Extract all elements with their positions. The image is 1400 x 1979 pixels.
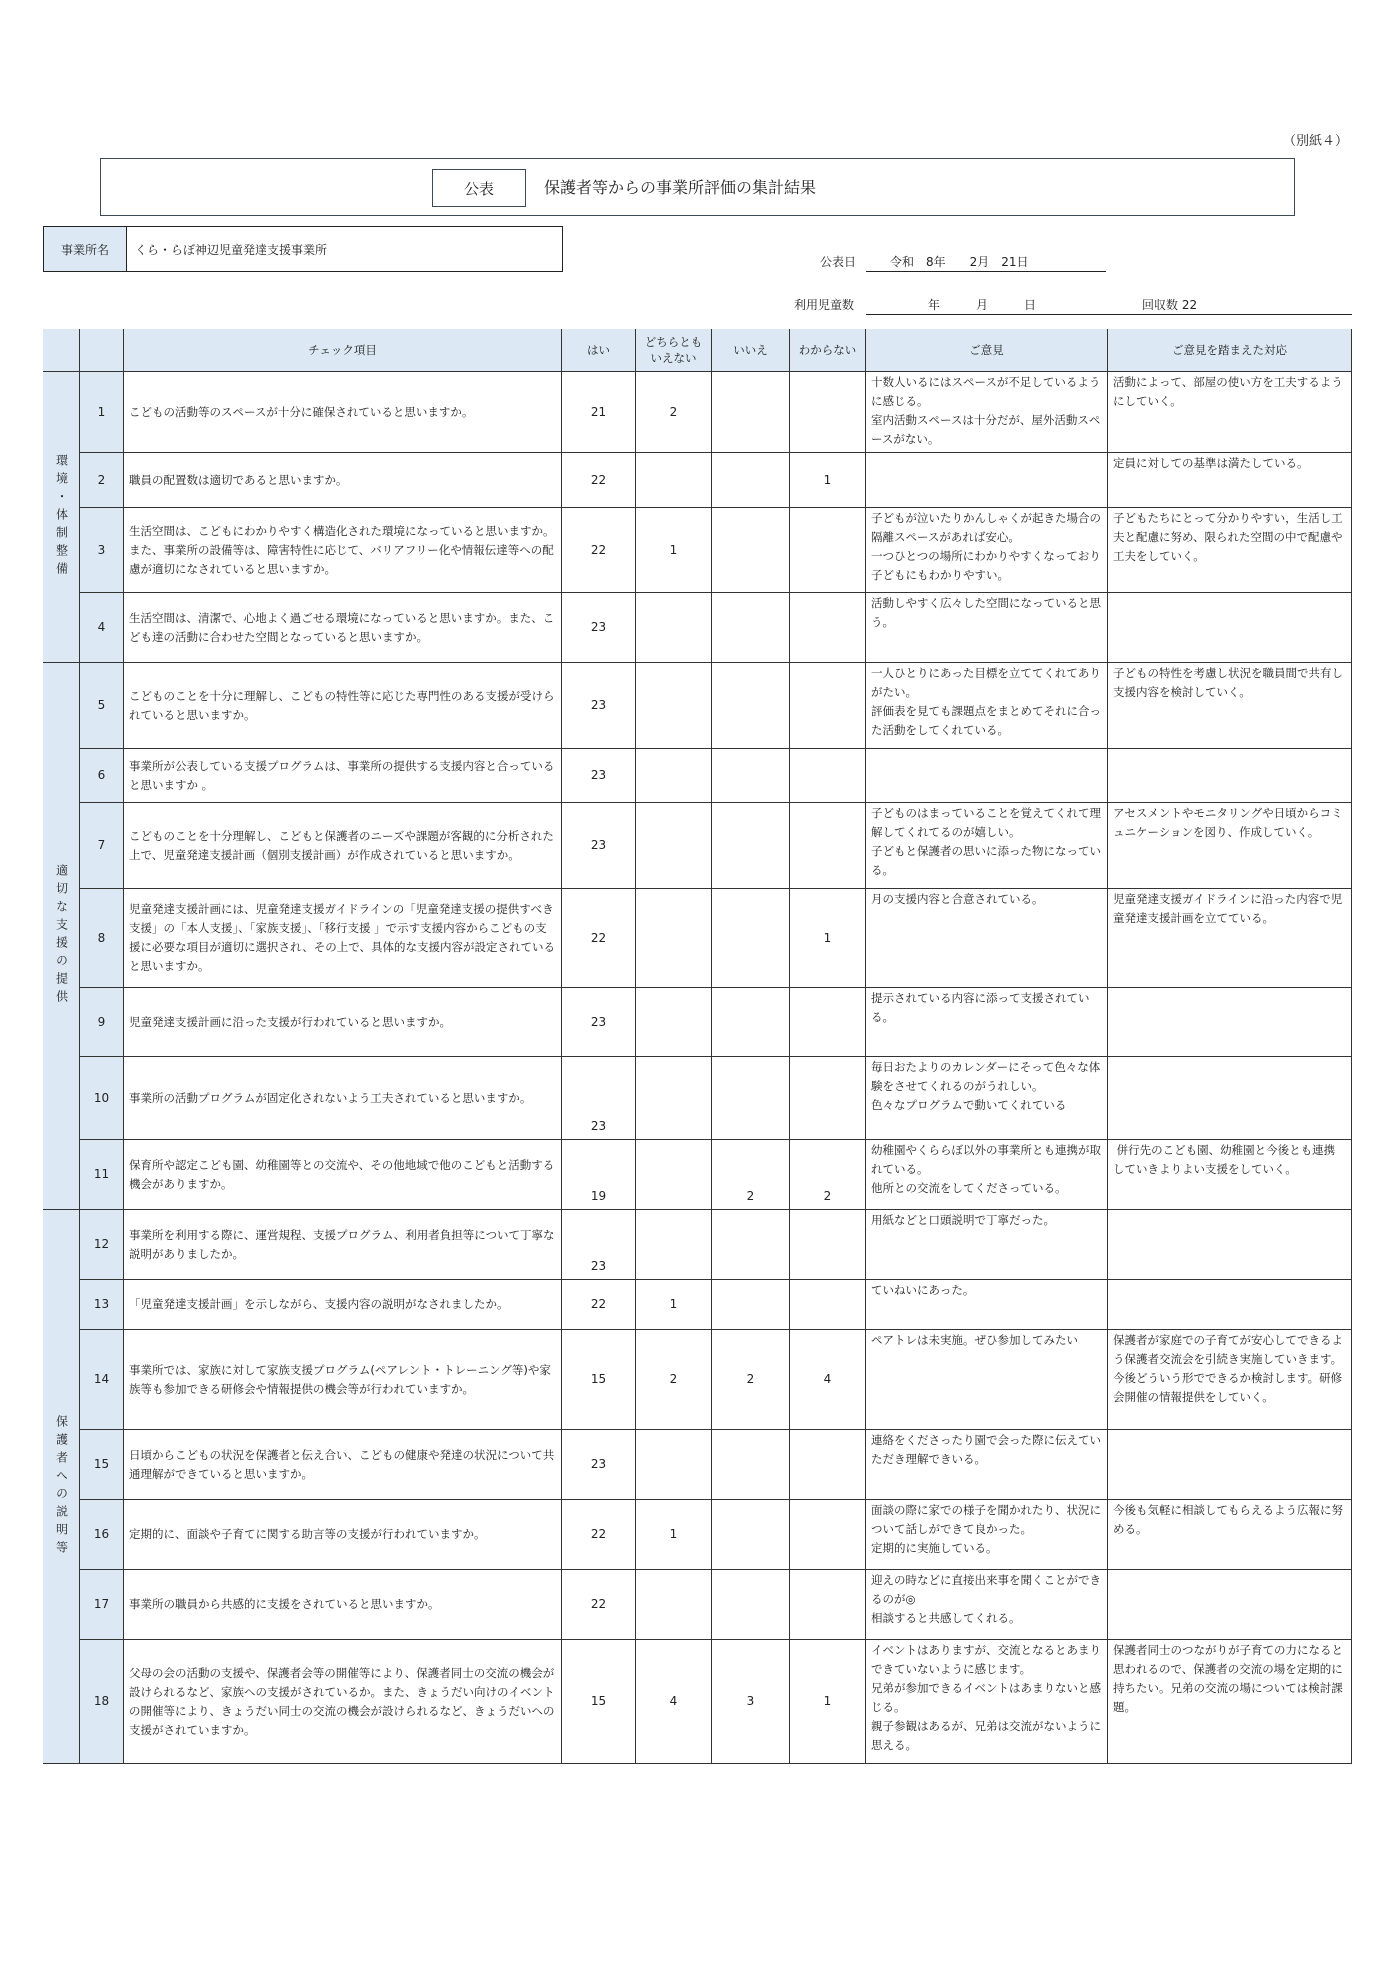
opinion-text <box>866 749 1108 803</box>
answer-unknown-count: 1 <box>790 1640 866 1764</box>
answer-unknown-count <box>790 508 866 593</box>
answer-no-count <box>712 508 790 593</box>
response-text <box>1108 988 1352 1057</box>
check-item-question: 事業所が公表している支援プログラムは、事業所の提供する支援内容と合っていると思いますか 。 <box>124 749 562 803</box>
opinion-text: 迎えの時などに直接出来事を聞くことができるのが◎ 相談すると共感してくれる。 <box>866 1570 1108 1640</box>
check-item-question: 生活空間は、こどもにわかりやすく構造化された環境になっていると思いますか。また、事業所の設備等は、障害特性に応じて、バリアフリー化や情報伝達等への配慮が適切になされていると思いますか。 <box>124 508 562 593</box>
answer-neither-count: 1 <box>636 1280 712 1330</box>
row-number: 18 <box>80 1640 124 1764</box>
opinion-text <box>866 453 1108 508</box>
answer-yes-count: 23 <box>562 593 636 663</box>
evaluation-table <box>43 329 1352 1764</box>
answer-neither-count: 1 <box>636 508 712 593</box>
opinion-text: 毎日おたよりのカレンダーにそって色々な体験をさせてくれるのがうれしい。 色々なプログラムで動いてくれている <box>866 1057 1108 1140</box>
opinion-text: 一人ひとりにあった目標を立ててくれてありがたい。 評価表を見ても課題点をまとめてそれに合った活動をしてくれている。 <box>866 663 1108 749</box>
response-text <box>1108 749 1352 803</box>
header-yes: はい <box>562 329 636 372</box>
office-name-field <box>43 226 563 272</box>
answer-neither-count <box>636 803 712 889</box>
header-unknown: わからない <box>790 329 866 372</box>
opinion-text: 提示されている内容に添って支援されている。 <box>866 988 1108 1057</box>
row-number: 7 <box>80 803 124 889</box>
check-item-question: 事業所では、家族に対して家族支援プログラム(ペアレント・トレーニング等)や家族等も参加できる研修会や情報提供の機会等が行われていますか。 <box>124 1330 562 1430</box>
answer-unknown-count <box>790 593 866 663</box>
response-text: 活動によって、部屋の使い方を工夫するようにしていく。 <box>1108 372 1352 453</box>
row-number: 13 <box>80 1280 124 1330</box>
answer-neither-count: 2 <box>636 372 712 453</box>
answer-yes-count: 19 <box>562 1140 636 1210</box>
page-title: 保護者等からの事業所評価の集計結果 <box>544 178 817 197</box>
row-number: 4 <box>80 593 124 663</box>
answer-no-count <box>712 1057 790 1140</box>
answer-yes-count: 23 <box>562 1057 636 1140</box>
office-name-label: 事業所名 <box>44 227 127 271</box>
publication-date-value: 令和 8年 2月 21日 <box>866 253 1106 272</box>
answer-yes-count: 23 <box>562 1430 636 1500</box>
check-item-question: こどもの活動等のスペースが十分に確保されていると思いますか。 <box>124 372 562 453</box>
answer-unknown-count: 4 <box>790 1330 866 1430</box>
response-text <box>1108 1430 1352 1500</box>
header-neither: どちらとも いえない <box>636 329 712 372</box>
answer-yes-count: 22 <box>562 1280 636 1330</box>
answer-unknown-count <box>790 1280 866 1330</box>
row-number: 15 <box>80 1430 124 1500</box>
annex-label: （別紙４） <box>1282 134 1348 149</box>
header-check-item: チェック項目 <box>124 329 562 372</box>
answer-neither-count <box>636 1140 712 1210</box>
answer-no-count <box>712 988 790 1057</box>
answer-neither-count <box>636 1430 712 1500</box>
header-opinion: ご意見 <box>866 329 1108 372</box>
answer-no-count: 2 <box>712 1140 790 1210</box>
answer-unknown-count <box>790 1570 866 1640</box>
publication-badge: 公表 <box>432 169 526 207</box>
check-item-question: 日頃からこどもの状況を保護者と伝え合い、こどもの健康や発達の状況について共通理解ができていると思いますか。 <box>124 1430 562 1500</box>
answer-no-count <box>712 749 790 803</box>
title-box <box>100 158 1295 216</box>
category-label: 保護者への説明等 <box>43 1210 80 1764</box>
row-number: 1 <box>80 372 124 453</box>
opinion-text: 幼稚園やくららぼ以外の事業所とも連携が取れている。 他所との交流をしてくださっている。 <box>866 1140 1108 1210</box>
answer-no-count <box>712 1500 790 1570</box>
answer-unknown-count <box>790 749 866 803</box>
response-text: 子どもの特性を考慮し状況を職員間で共有し支援内容を検討していく。 <box>1108 663 1352 749</box>
row-number: 6 <box>80 749 124 803</box>
check-item-question: 「児童発達支援計画」を示しながら、支援内容の説明がなされましたか。 <box>124 1280 562 1330</box>
response-text: 今後も気軽に相談してもらえるよう広報に努める。 <box>1108 1500 1352 1570</box>
response-text: 児童発達支援ガイドラインに沿った内容で児童発達支援計画を立てている。 <box>1108 889 1352 988</box>
header-response: ご意見を踏まえた対応 <box>1108 329 1352 372</box>
answer-yes-count: 23 <box>562 663 636 749</box>
check-item-question: 保育所や認定こども園、幼稚園等との交流や、その他地域で他のこどもと活動する機会がありますか。 <box>124 1140 562 1210</box>
response-text: 子どもたちにとって分かりやすい，生活し工夫と配慮に努め、限られた空間の中で配慮や工夫をしていく。 <box>1108 508 1352 593</box>
response-text: 保護者が家庭での子育てが安心してできるよう保護者交流会を引続き実施していきます。今後どういう形でできるか検討します。研修会開催の情報提供をしていく。 <box>1108 1330 1352 1430</box>
answer-neither-count <box>636 1570 712 1640</box>
opinion-text: 連絡をくださったり園で会った際に伝えていただき理解できいる。 <box>866 1430 1108 1500</box>
row-number: 5 <box>80 663 124 749</box>
opinion-text: 面談の際に家での様子を聞かれたり、状況について話しができて良かった。 定期的に実施している。 <box>866 1500 1108 1570</box>
answer-unknown-count <box>790 988 866 1057</box>
answer-no-count <box>712 889 790 988</box>
answer-neither-count <box>636 1057 712 1140</box>
check-item-question: こどものことを十分に理解し、こどもの特性等に応じた専門性のある支援が受けられていると思いますか。 <box>124 663 562 749</box>
answer-neither-count <box>636 749 712 803</box>
row-number: 17 <box>80 1570 124 1640</box>
check-item-question: 児童発達支援計画には、児童発達支援ガイドラインの「児童発達支援の提供すべき支援」の「本人支援」、「家族支援」、「移行支援 」で示す支援内容からこどもの支援に必要な項目が適切に選択され、その上で、具体的な支援内容が設定されていると思いますか。 <box>124 889 562 988</box>
opinion-text: 子どもが泣いたりかんしゃくが起きた場合の隔離スペースがあれば安心。 一つひとつの場所にわかりやすくなっており子どもにもわかりやすい。 <box>866 508 1108 593</box>
answer-unknown-count <box>790 372 866 453</box>
publication-date-label: 公表日 <box>820 255 857 269</box>
answer-neither-count: 1 <box>636 1500 712 1570</box>
row-number: 3 <box>80 508 124 593</box>
category-label: 適切な支援の提供 <box>43 663 80 1210</box>
opinion-text: 月の支援内容と合意されている。 <box>866 889 1108 988</box>
user-count-label: 利用児童数 <box>794 298 855 312</box>
answer-neither-count: 4 <box>636 1640 712 1764</box>
answer-yes-count: 22 <box>562 453 636 508</box>
answer-yes-count: 15 <box>562 1330 636 1430</box>
opinion-text: イベントはありますが、交流となるとあまりできていないように感じます。 兄弟が参加できるイベントはあまりないと感じる。 親子参観はあるが、兄弟は交流がないように思える。 <box>866 1640 1108 1764</box>
answer-neither-count <box>636 889 712 988</box>
answer-neither-count <box>636 453 712 508</box>
answer-unknown-count <box>790 1210 866 1280</box>
row-number: 2 <box>80 453 124 508</box>
answer-yes-count: 21 <box>562 372 636 453</box>
response-text: 併行先のこども園、幼稚園と今後とも連携していきよりよい支援をしていく。 <box>1108 1140 1352 1210</box>
answer-unknown-count: 1 <box>790 889 866 988</box>
response-text: 定員に対しての基準は満たしている。 <box>1108 453 1352 508</box>
row-number: 8 <box>80 889 124 988</box>
row-number: 12 <box>80 1210 124 1280</box>
check-item-question: 事業所を利用する際に、運営規程、支援プログラム、利用者負担等について丁寧な説明がありましたか。 <box>124 1210 562 1280</box>
answer-yes-count: 23 <box>562 988 636 1057</box>
answer-no-count <box>712 1430 790 1500</box>
answer-unknown-count <box>790 1057 866 1140</box>
user-count-date: 年 月 日 <box>928 298 1037 312</box>
response-text: アセスメントやモニタリングや日頃からコミュニケーションを図り、作成していく。 <box>1108 803 1352 889</box>
check-item-question: 生活空間は、清潔で、心地よく過ごせる環境になっていると思いますか。また、こども達の活動に合わせた空間となっていると思いますか。 <box>124 593 562 663</box>
check-item-question: 事業所の活動プログラムが固定化されないよう工夫されていると思いますか。 <box>124 1057 562 1140</box>
answer-no-count <box>712 663 790 749</box>
answer-yes-count: 23 <box>562 1210 636 1280</box>
answer-unknown-count <box>790 663 866 749</box>
answer-neither-count <box>636 1210 712 1280</box>
answer-no-count <box>712 593 790 663</box>
opinion-text: 子どものはまっていることを覚えてくれて理解してくれてるのが嬉しい。 子どもと保護者の思いに添った物になっている。 <box>866 803 1108 889</box>
answer-no-count <box>712 803 790 889</box>
check-item-question: 職員の配置数は適切であると思いますか。 <box>124 453 562 508</box>
answer-no-count: 3 <box>712 1640 790 1764</box>
category-label: 環境・体制整備 <box>43 372 80 663</box>
row-number: 10 <box>80 1057 124 1140</box>
collected-count: 回収数 22 <box>1142 298 1198 312</box>
answer-unknown-count: 2 <box>790 1140 866 1210</box>
answer-neither-count <box>636 593 712 663</box>
row-number: 16 <box>80 1500 124 1570</box>
answer-unknown-count <box>790 803 866 889</box>
answer-yes-count: 22 <box>562 889 636 988</box>
header-number-cell <box>80 329 124 372</box>
check-item-question: 児童発達支援計画に沿った支援が行われていると思いますか。 <box>124 988 562 1057</box>
answer-neither-count: 2 <box>636 1330 712 1430</box>
opinion-text: ていねいにあった。 <box>866 1280 1108 1330</box>
answer-yes-count: 23 <box>562 749 636 803</box>
opinion-text: 用紙などと口頭説明で丁寧だった。 <box>866 1210 1108 1280</box>
response-text: 保護者同士のつながりが子育ての力になると思われるので、保護者の交流の場を定期的に持ちたい。兄弟の交流の場については検討課題。 <box>1108 1640 1352 1764</box>
answer-unknown-count <box>790 1500 866 1570</box>
answer-no-count: 2 <box>712 1330 790 1430</box>
row-number: 9 <box>80 988 124 1057</box>
answer-yes-count: 15 <box>562 1640 636 1764</box>
answer-yes-count: 22 <box>562 1570 636 1640</box>
response-text <box>1108 1057 1352 1140</box>
opinion-text: 活動しやすく広々した空間になっていると思う。 <box>866 593 1108 663</box>
answer-neither-count <box>636 988 712 1057</box>
answer-no-count <box>712 372 790 453</box>
response-text <box>1108 593 1352 663</box>
check-item-question: 定期的に、面談や子育てに関する助言等の支援が行われていますか。 <box>124 1500 562 1570</box>
answer-no-count <box>712 1280 790 1330</box>
row-number: 11 <box>80 1140 124 1210</box>
answer-neither-count <box>636 663 712 749</box>
office-name-value: くら・らぼ神辺児童発達支援事業所 <box>135 242 328 257</box>
response-text <box>1108 1210 1352 1280</box>
response-text <box>1108 1570 1352 1640</box>
check-item-question: こどものことを十分理解し、こどもと保護者のニーズや課題が客観的に分析された上で、児童発達支援計画（個別支援計画）が作成されていると思いますか。 <box>124 803 562 889</box>
user-count-line <box>866 296 1352 315</box>
answer-no-count <box>712 453 790 508</box>
answer-yes-count: 22 <box>562 508 636 593</box>
answer-yes-count: 23 <box>562 803 636 889</box>
answer-no-count <box>712 1210 790 1280</box>
header-no: いいえ <box>712 329 790 372</box>
answer-unknown-count: 1 <box>790 453 866 508</box>
check-item-question: 父母の会の活動の支援や、保護者会等の開催等により、保護者同士の交流の機会が設けられるなど、家族への支援がされているか。また、きょうだい向けのイベントの開催等により、きょうだい同士の交流の機会が設けられるなど、きょうだいへの支援がされていますか。 <box>124 1640 562 1764</box>
answer-no-count <box>712 1570 790 1640</box>
answer-yes-count: 22 <box>562 1500 636 1570</box>
opinion-text: 十数人いるにはスペースが不足しているように感じる。 室内活動スペースは十分だが、屋外活動スペースがない。 <box>866 372 1108 453</box>
answer-unknown-count <box>790 1430 866 1500</box>
response-text <box>1108 1280 1352 1330</box>
row-number: 14 <box>80 1330 124 1430</box>
opinion-text: ペアトレは未実施。ぜひ参加してみたい <box>866 1330 1108 1430</box>
check-item-question: 事業所の職員から共感的に支援をされていると思いますか。 <box>124 1570 562 1640</box>
header-category-cell <box>43 329 80 372</box>
